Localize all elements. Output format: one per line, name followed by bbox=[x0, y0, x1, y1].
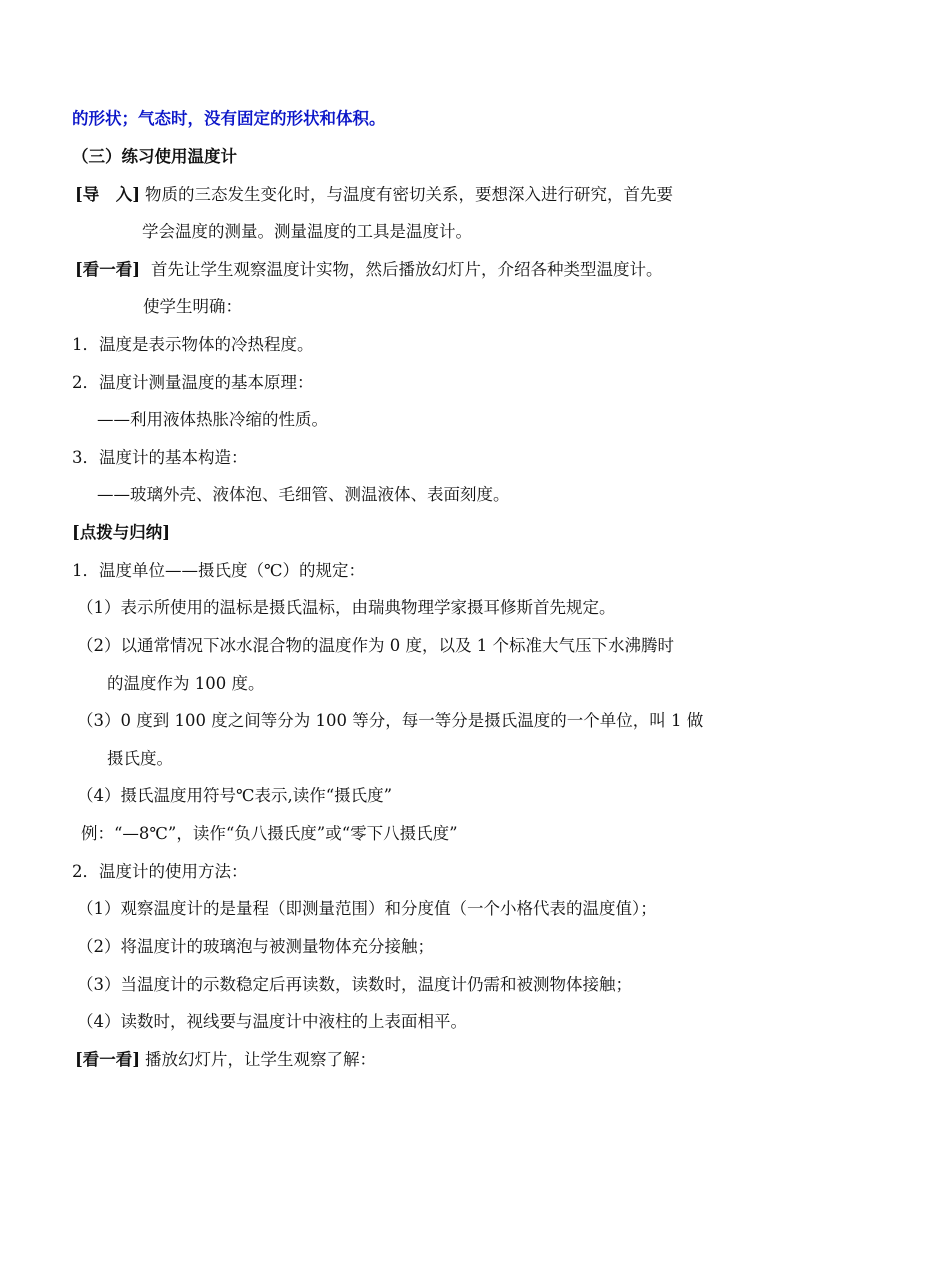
summary-sub-2: （2）以通常情况下冰水混合物的温度作为 0 度，以及 1 个标准大气压下水沸腾时 bbox=[77, 636, 674, 655]
summary-sub-3-cont: 摄氏度。 bbox=[107, 749, 173, 768]
summary-sub-3: （3）0 度到 100 度之间等分为 100 等分，每一等分是摄氏温度的一个单位，叫 1 做 bbox=[77, 711, 704, 730]
list-item-1: 1．温度是表示物体的冷热程度。 bbox=[72, 335, 314, 354]
text-line-intro-1: 物质的三态发生变化时，与温度有密切关系，要想深入进行研究，首先要 bbox=[145, 185, 673, 204]
list-item-2-detail: ——利用液体热胀冷缩的性质。 bbox=[97, 410, 328, 429]
text-line-look-3: 播放幻灯片，让学生观察了解： bbox=[145, 1050, 376, 1069]
usage-step-1: （1）观察温度计的是量程（即测量范围）和分度值（一个小格代表的温度值）； bbox=[77, 899, 657, 918]
list-item-2: 2．温度计测量温度的基本原理： bbox=[72, 373, 314, 392]
list-item-3-detail: ——玻璃外壳、液体泡、毛细管、测温液体、表面刻度。 bbox=[97, 485, 510, 504]
usage-heading: 2．温度计的使用方法： bbox=[72, 862, 248, 881]
summary-sub-2-cont: 的温度作为 100 度。 bbox=[107, 674, 265, 693]
label-look: [看一看] bbox=[75, 260, 141, 279]
text-line-intro-2: 学会温度的测量。测量温度的工具是温度计。 bbox=[142, 222, 472, 241]
label-look-2: [看一看] bbox=[75, 1050, 141, 1069]
summary-item-1: 1．温度单位——摄氏度（℃）的规定： bbox=[72, 561, 365, 580]
summary-sub-4: （4）摄氏温度用符号℃表示,读作“摄氏度” bbox=[77, 786, 393, 805]
summary-example: 例：“—8℃”，读作“负八摄氏度”或“零下八摄氏度” bbox=[81, 824, 458, 843]
text-line-look-2: 使学生明确： bbox=[143, 297, 242, 316]
label-introduction: [导 入] bbox=[75, 185, 141, 204]
text-line-states-of-matter: 的形状；气态时，没有固定的形状和体积。 bbox=[72, 109, 386, 128]
text-line-look-1: 首先让学生观察温度计实物，然后播放幻灯片，介绍各种类型温度计。 bbox=[151, 260, 663, 279]
label-summary: [点拨与归纳] bbox=[72, 523, 171, 542]
usage-step-4: （4）读数时，视线要与温度计中液柱的上表面相平。 bbox=[77, 1012, 467, 1031]
usage-step-2: （2）将温度计的玻璃泡与被测量物体充分接触； bbox=[77, 937, 434, 956]
summary-sub-1: （1）表示所使用的温标是摄氏温标，由瑞典物理学家摄耳修斯首先规定。 bbox=[77, 598, 616, 617]
list-item-3: 3．温度计的基本构造： bbox=[72, 448, 248, 467]
usage-step-3: （3）当温度计的示数稳定后再读数，读数时，温度计仍需和被测物体接触； bbox=[77, 975, 632, 994]
section-heading-thermometer: （三）练习使用温度计 bbox=[72, 147, 237, 166]
